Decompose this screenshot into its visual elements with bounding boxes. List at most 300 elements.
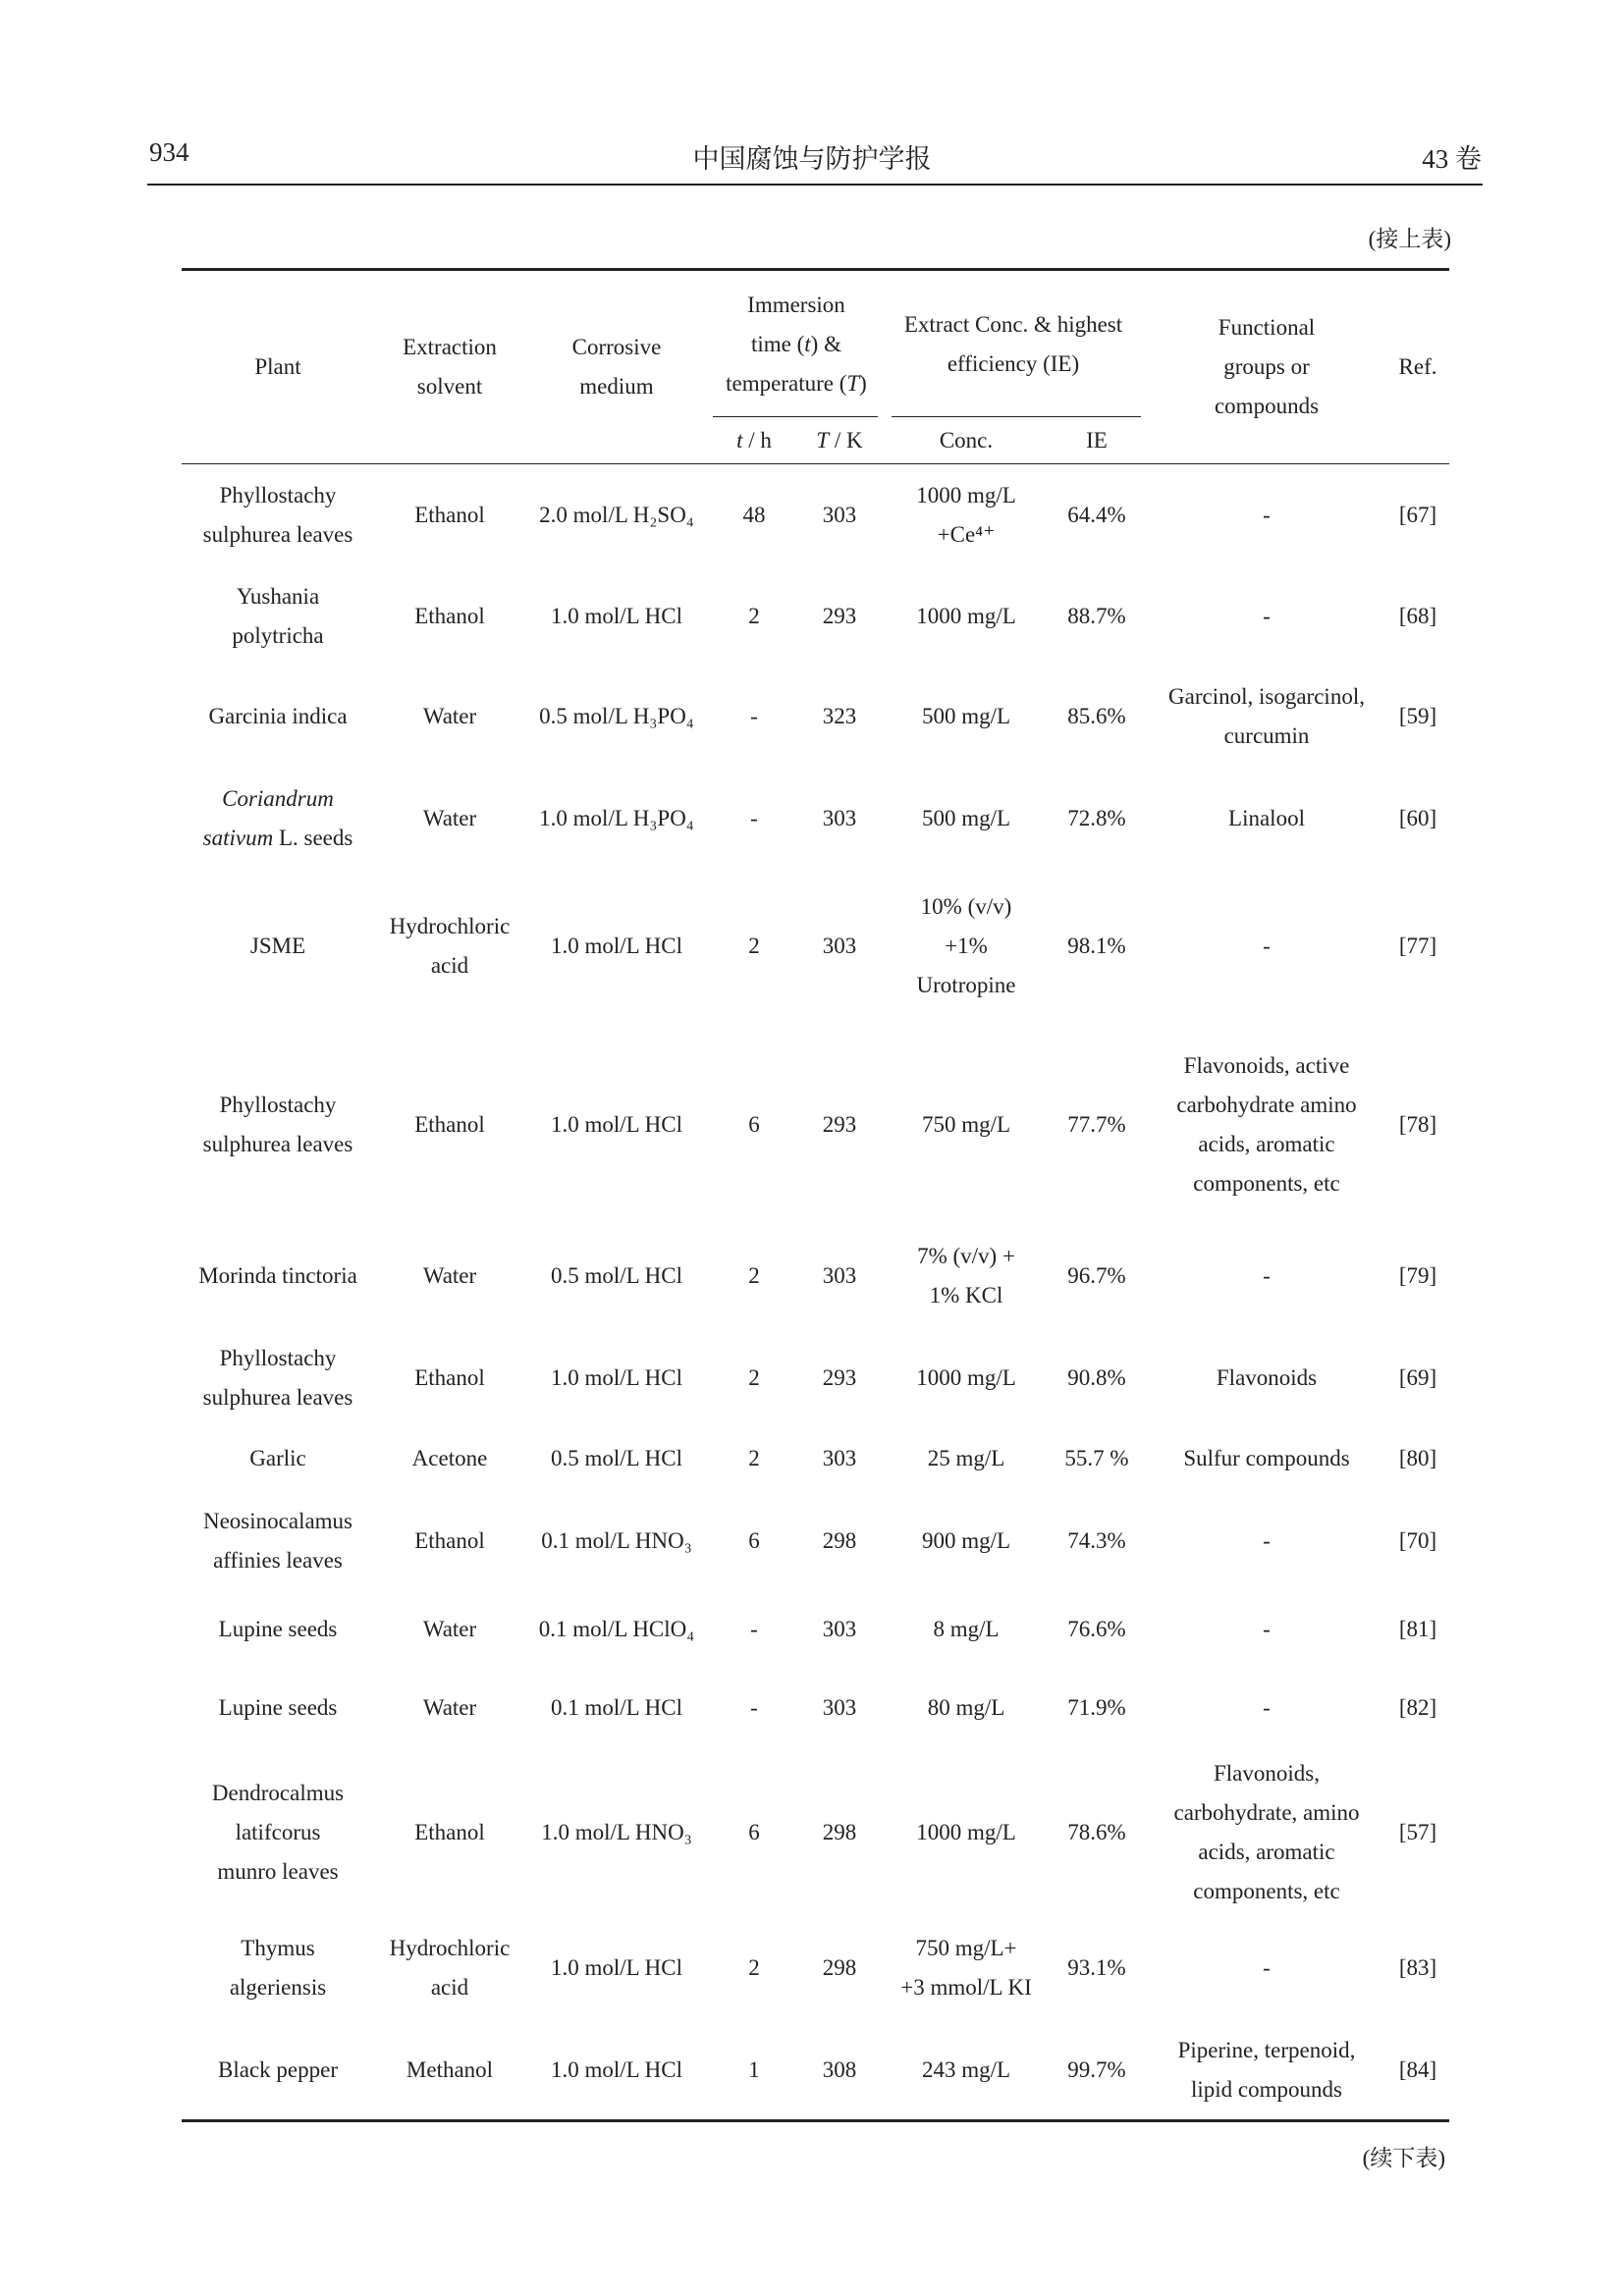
cell-line: sulphurea leaves xyxy=(202,1385,353,1410)
cell-line: 64.4% xyxy=(1067,503,1126,527)
cell-line: 77.7% xyxy=(1067,1112,1126,1137)
medium-cell xyxy=(541,1813,691,1852)
temperature-cell xyxy=(823,496,857,535)
cell-line: [57] xyxy=(1398,1820,1437,1844)
cell-line: 303 xyxy=(822,806,857,830)
temperature-cell xyxy=(823,1256,857,1296)
temperature-cell xyxy=(823,1359,857,1398)
cell-line: Urotropine xyxy=(916,973,1016,997)
solvent-cell xyxy=(412,1439,488,1478)
table-bottom-rule xyxy=(182,2119,1449,2122)
continued-next-note: (续下表) xyxy=(1362,2146,1445,2170)
cell-line: - xyxy=(1263,934,1271,958)
solvent-cell xyxy=(414,597,485,636)
cell-line: Phyllostachy xyxy=(219,1346,337,1370)
solvent-cell xyxy=(423,697,476,736)
header-extraction-solvent xyxy=(403,328,497,406)
plant-cell xyxy=(198,1256,357,1296)
medium-cell xyxy=(551,597,682,636)
cell-line: Garcinol, isogarcinol, xyxy=(1168,684,1365,709)
functional-groups-cell xyxy=(1263,927,1271,966)
plant-cell xyxy=(212,1774,344,1892)
cell-line: Yushania xyxy=(236,584,320,609)
time-cell xyxy=(748,1359,760,1398)
functional-groups-cell xyxy=(1263,496,1271,535)
cell-line: 76.6% xyxy=(1067,1617,1126,1641)
cell-line: acid xyxy=(430,953,469,978)
functional-groups-cell xyxy=(1263,1610,1271,1649)
extract-subrule xyxy=(892,416,1141,417)
cell-line: - xyxy=(750,704,758,728)
cell-line: 10% (v/v) xyxy=(920,894,1012,919)
medium-cell xyxy=(551,1256,682,1296)
cell-line: 323 xyxy=(822,704,857,728)
cell-line: Garlic xyxy=(249,1446,306,1470)
cell-line: 293 xyxy=(822,1365,857,1390)
plant-cell xyxy=(250,927,305,966)
cell-line: Neosinocalamus xyxy=(202,1509,353,1533)
cell-line: [77] xyxy=(1398,934,1437,958)
functional-groups-cell xyxy=(1178,2031,1356,2109)
functional-groups-cell xyxy=(1168,677,1365,756)
cell-line: 78.6% xyxy=(1067,1820,1126,1844)
conc-cell xyxy=(928,1439,1005,1478)
medium-cell xyxy=(551,1439,682,1478)
cell-line: Lupine seeds xyxy=(218,1617,338,1641)
cell-line: sulphurea leaves xyxy=(202,522,353,547)
ie-cell xyxy=(1067,1256,1125,1296)
cell-line: 1000 mg/L xyxy=(916,1820,1016,1844)
cell-line: Immersion xyxy=(747,293,845,317)
ie-cell xyxy=(1067,1813,1125,1852)
temperature-cell xyxy=(823,927,857,966)
cell-line: Ethanol xyxy=(414,1112,485,1137)
cell-line: 303 xyxy=(822,934,857,958)
cell-line: components, etc xyxy=(1193,1879,1340,1903)
functional-groups-cell xyxy=(1263,1522,1271,1561)
cell-line: 1.0 mol/L HCl xyxy=(551,1365,682,1390)
ie-cell xyxy=(1067,1359,1125,1398)
solvent-cell xyxy=(414,1359,485,1398)
medium-cell xyxy=(539,697,694,736)
plant-cell xyxy=(249,1439,305,1478)
conc-cell xyxy=(933,1610,999,1649)
time-cell xyxy=(750,1688,758,1728)
temperature-cell xyxy=(823,1105,857,1145)
cell-line: 98.1% xyxy=(1067,934,1126,958)
cell-line: Piperine, terpenoid, xyxy=(1177,2038,1356,2062)
functional-groups-cell xyxy=(1263,1256,1271,1296)
cell-line: acids, aromatic xyxy=(1198,1132,1335,1156)
time-cell xyxy=(748,1522,760,1561)
cell-line: [70] xyxy=(1398,1528,1437,1553)
cell-line: 2 xyxy=(748,934,760,958)
cell-line: T / K xyxy=(816,428,863,453)
conc-cell xyxy=(922,799,1010,838)
cell-line: +3 mmol/L KI xyxy=(900,1975,1032,2000)
cell-line: Phyllostachy xyxy=(219,1093,337,1117)
temperature-cell xyxy=(823,1439,857,1478)
temperature-cell xyxy=(823,1610,857,1649)
cell-line: - xyxy=(1263,1955,1271,1980)
functional-groups-cell xyxy=(1263,597,1271,636)
cell-line: Conc. xyxy=(939,428,994,453)
cell-line: 2 xyxy=(748,1446,760,1470)
cell-line: 750 mg/L+ xyxy=(915,1936,1017,1960)
header-ref xyxy=(1399,347,1437,387)
ref-cell xyxy=(1399,1105,1436,1145)
cell-line: Plant xyxy=(254,354,301,379)
cell-line: 0.1 mol/L HClO₄ xyxy=(538,1617,695,1641)
cell-line: 8 mg/L xyxy=(933,1617,1000,1641)
conc-cell xyxy=(922,697,1010,736)
temperature-cell xyxy=(823,597,857,636)
cell-line: Hydrochloric xyxy=(389,914,511,938)
cell-line: munro leaves xyxy=(217,1859,339,1884)
cell-line: carbohydrate, amino xyxy=(1173,1800,1360,1825)
cell-line: Lupine seeds xyxy=(218,1695,338,1720)
ie-cell xyxy=(1067,1105,1125,1145)
plant-cell xyxy=(203,1086,353,1164)
header-plant xyxy=(254,347,300,387)
ref-cell xyxy=(1399,1688,1436,1728)
cell-line: compounds xyxy=(1214,394,1320,418)
cell-line: Water xyxy=(422,806,477,830)
ref-cell xyxy=(1399,2051,1436,2090)
medium-cell xyxy=(551,1949,682,1988)
ref-cell xyxy=(1399,799,1436,838)
cell-line: Water xyxy=(422,1263,477,1288)
cell-line: sativum L. seeds xyxy=(202,826,353,850)
cell-line: 298 xyxy=(822,1528,857,1553)
cell-line: Flavonoids xyxy=(1216,1365,1318,1390)
solvent-cell xyxy=(390,1929,511,2007)
cell-line: medium xyxy=(579,374,654,399)
cell-line: affinies leaves xyxy=(213,1548,343,1573)
time-cell xyxy=(748,1439,760,1478)
conc-cell xyxy=(922,1105,1010,1145)
header-corrosive-medium xyxy=(572,328,662,406)
cell-line: 1 xyxy=(748,2057,760,2082)
cell-line: 93.1% xyxy=(1067,1955,1126,1980)
cell-line: Water xyxy=(422,1617,477,1641)
cell-line: 2 xyxy=(748,1365,760,1390)
solvent-cell xyxy=(423,1256,476,1296)
cell-line: 0.5 mol/L H₃PO₄ xyxy=(539,704,694,728)
plant-cell xyxy=(203,1339,353,1417)
cell-line: curcumin xyxy=(1223,723,1310,748)
conc-cell xyxy=(922,2051,1010,2090)
ie-cell xyxy=(1067,1610,1125,1649)
subheader-conc xyxy=(940,421,993,460)
cell-line: 72.8% xyxy=(1067,806,1126,830)
cell-line: 1000 mg/L xyxy=(916,604,1016,628)
cell-line: - xyxy=(1263,1263,1271,1288)
medium-cell xyxy=(551,1105,682,1145)
cell-line: 303 xyxy=(822,1446,857,1470)
cell-line: 1.0 mol/L HNO₃ xyxy=(541,1820,692,1844)
cell-line: Phyllostachy xyxy=(219,483,337,507)
plant-cell xyxy=(232,577,323,656)
plant-cell xyxy=(230,1929,326,2007)
ie-cell xyxy=(1067,1688,1125,1728)
cell-line: [83] xyxy=(1398,1955,1437,1980)
temperature-cell xyxy=(823,1813,857,1852)
cell-line: 85.6% xyxy=(1067,704,1126,728)
cell-line: 1.0 mol/L HCl xyxy=(551,2057,682,2082)
subheader-time xyxy=(736,421,772,460)
cell-line: 1.0 mol/L HCl xyxy=(551,604,682,628)
cell-line: 6 xyxy=(748,1820,760,1844)
temperature-cell xyxy=(823,2051,857,2090)
cell-line: - xyxy=(1263,503,1271,527)
cell-line: 500 mg/L xyxy=(921,806,1011,830)
functional-groups-cell xyxy=(1173,1754,1359,1911)
medium-cell xyxy=(539,799,694,838)
solvent-cell xyxy=(414,496,485,535)
cell-line: 1000 mg/L xyxy=(916,1365,1016,1390)
cell-line: [82] xyxy=(1398,1695,1437,1720)
cell-line: Coriandrum xyxy=(222,786,334,811)
medium-cell xyxy=(551,1688,682,1728)
plant-cell xyxy=(219,1688,338,1728)
cell-line: 1% KCl xyxy=(929,1283,1003,1308)
time-cell xyxy=(748,927,760,966)
cell-line: 293 xyxy=(822,604,857,628)
cell-line: 308 xyxy=(822,2057,857,2082)
cell-line: time (t) & xyxy=(750,332,841,356)
cell-line: 2.0 mol/L H₂SO₄ xyxy=(539,503,694,527)
temperature-cell xyxy=(823,799,857,838)
time-cell xyxy=(748,1256,760,1296)
time-cell xyxy=(750,1610,758,1649)
functional-groups-cell xyxy=(1263,1688,1271,1728)
solvent-cell xyxy=(406,2051,493,2090)
cell-line: Thymus xyxy=(241,1936,315,1960)
cell-line: Sulfur compounds xyxy=(1183,1446,1350,1470)
time-cell xyxy=(748,1949,760,1988)
cell-line: Water xyxy=(422,704,477,728)
cell-line: Acetone xyxy=(411,1446,488,1470)
header-functional-groups xyxy=(1215,308,1319,426)
temperature-cell xyxy=(823,1688,857,1728)
cell-line: groups or xyxy=(1223,354,1310,379)
table-top-rule xyxy=(182,268,1449,271)
solvent-cell xyxy=(423,799,476,838)
cell-line: 298 xyxy=(822,1955,857,1980)
cell-line: [81] xyxy=(1398,1617,1437,1641)
ie-cell xyxy=(1067,496,1125,535)
cell-line: Ethanol xyxy=(414,503,485,527)
cell-line: Extraction xyxy=(403,335,497,359)
cell-line: Black pepper xyxy=(218,2057,338,2082)
plant-cell xyxy=(218,2051,338,2090)
cell-line: 293 xyxy=(822,1112,857,1137)
cell-line: [79] xyxy=(1398,1263,1437,1288)
table-header-rule xyxy=(182,463,1449,464)
time-cell xyxy=(748,2051,760,2090)
cell-line: 55.7 % xyxy=(1064,1446,1129,1470)
temperature-cell xyxy=(823,697,857,736)
cell-line: solvent xyxy=(416,374,483,399)
solvent-cell xyxy=(390,907,511,986)
ref-cell xyxy=(1399,927,1436,966)
medium-cell xyxy=(551,1359,682,1398)
temperature-cell xyxy=(823,1522,857,1561)
ref-cell xyxy=(1399,597,1436,636)
conc-cell xyxy=(928,1688,1005,1728)
functional-groups-cell xyxy=(1176,1046,1356,1203)
time-cell xyxy=(748,597,760,636)
journal-title: 中国腐蚀与防护学报 xyxy=(692,144,932,174)
cell-line: latifcorus xyxy=(235,1820,321,1844)
cell-line: 96.7% xyxy=(1067,1263,1126,1288)
temperature-cell xyxy=(823,1949,857,1988)
cell-line: Ethanol xyxy=(414,1528,485,1553)
medium-cell xyxy=(539,496,694,535)
cell-line: 1.0 mol/L H₃PO₄ xyxy=(539,806,694,830)
conc-cell xyxy=(922,1522,1010,1561)
cell-line: 900 mg/L xyxy=(921,1528,1011,1553)
cell-line: [84] xyxy=(1398,2057,1437,2082)
cell-line: [59] xyxy=(1398,704,1437,728)
conc-cell xyxy=(900,1929,1032,2007)
functional-groups-cell xyxy=(1263,1949,1271,1988)
cell-line: 0.5 mol/L HCl xyxy=(551,1446,682,1470)
ie-cell xyxy=(1067,927,1125,966)
cell-line: 303 xyxy=(822,1695,857,1720)
cell-line: [78] xyxy=(1398,1112,1437,1137)
cell-line: algeriensis xyxy=(229,1975,327,2000)
cell-line: 243 mg/L xyxy=(921,2057,1011,2082)
solvent-cell xyxy=(414,1813,485,1852)
ref-cell xyxy=(1399,1359,1436,1398)
cell-line: Hydrochloric xyxy=(389,1936,511,1960)
conc-cell xyxy=(916,1359,1016,1398)
cell-line: - xyxy=(750,806,758,830)
cell-line: 0.1 mol/L HCl xyxy=(551,1695,682,1720)
time-cell xyxy=(743,496,766,535)
cell-line: Garcinia indica xyxy=(208,704,348,728)
solvent-cell xyxy=(423,1610,476,1649)
cell-line: 88.7% xyxy=(1067,604,1126,628)
functional-groups-cell xyxy=(1183,1439,1349,1478)
cell-line: 25 mg/L xyxy=(927,1446,1005,1470)
cell-line: 0.5 mol/L HCl xyxy=(551,1263,682,1288)
ref-cell xyxy=(1399,1610,1436,1649)
cell-line: 750 mg/L xyxy=(921,1112,1011,1137)
cell-line: IE xyxy=(1086,428,1108,453)
cell-line: Water xyxy=(422,1695,477,1720)
cell-line: 48 xyxy=(742,503,766,527)
functional-groups-cell xyxy=(1217,1359,1317,1398)
cell-line: 2 xyxy=(748,1955,760,1980)
header-immersion xyxy=(726,286,867,403)
immersion-subrule xyxy=(713,416,878,417)
cell-line: - xyxy=(1263,604,1271,628)
cell-line: 80 mg/L xyxy=(927,1695,1005,1720)
cell-line: - xyxy=(1263,1617,1271,1641)
cell-line: 99.7% xyxy=(1067,2057,1126,2082)
ref-cell xyxy=(1399,496,1436,535)
cell-line: Ref. xyxy=(1398,354,1437,379)
subheader-temperature xyxy=(816,421,862,460)
header-rule xyxy=(147,184,1483,186)
time-cell xyxy=(748,1105,760,1145)
plant-cell xyxy=(203,779,353,858)
cell-line: 74.3% xyxy=(1067,1528,1126,1553)
cell-line: t / h xyxy=(736,428,772,453)
cell-line: 1000 mg/L xyxy=(916,483,1016,507)
ref-cell xyxy=(1399,697,1436,736)
cell-line: Flavonoids, xyxy=(1214,1761,1320,1786)
ie-cell xyxy=(1067,1949,1125,1988)
cell-line: Corrosive xyxy=(571,335,662,359)
ie-cell xyxy=(1067,799,1125,838)
ref-cell xyxy=(1399,1813,1436,1852)
cell-line: Ethanol xyxy=(414,1820,485,1844)
cell-line: Morinda tinctoria xyxy=(198,1263,357,1288)
cell-line: 0.1 mol/L HNO₃ xyxy=(541,1528,692,1553)
medium-cell xyxy=(551,927,682,966)
plant-cell xyxy=(208,697,347,736)
cell-line: JSME xyxy=(249,934,306,958)
cell-line: 2 xyxy=(748,604,760,628)
cell-line: [68] xyxy=(1398,604,1437,628)
cell-line: 303 xyxy=(822,1263,857,1288)
plant-cell xyxy=(219,1610,338,1649)
cell-line: 298 xyxy=(822,1820,857,1844)
ref-cell xyxy=(1399,1522,1436,1561)
functional-groups-cell xyxy=(1228,799,1305,838)
cell-line: temperature (T) xyxy=(726,371,867,396)
cell-line: [80] xyxy=(1398,1446,1437,1470)
ie-cell xyxy=(1067,2051,1125,2090)
medium-cell xyxy=(541,1522,691,1561)
cell-line: carbohydrate amino xyxy=(1176,1093,1357,1117)
cell-line: Ethanol xyxy=(414,1365,485,1390)
cell-line: +Ce⁴⁺ xyxy=(937,522,996,547)
cell-line: efficiency (IE) xyxy=(947,351,1080,376)
cell-line: lipid compounds xyxy=(1191,2077,1342,2102)
cell-line: 500 mg/L xyxy=(921,704,1011,728)
cell-line: - xyxy=(750,1617,758,1641)
cell-line: 303 xyxy=(822,1617,857,1641)
time-cell xyxy=(748,1813,760,1852)
ie-cell xyxy=(1067,597,1125,636)
page-number: 934 xyxy=(149,137,189,167)
cell-line: sulphurea leaves xyxy=(202,1132,353,1156)
cell-line: 1.0 mol/L HCl xyxy=(551,1112,682,1137)
time-cell xyxy=(750,799,758,838)
cell-line: Methanol xyxy=(406,2057,494,2082)
ref-cell xyxy=(1399,1949,1436,1988)
cell-line: Dendrocalmus xyxy=(211,1781,345,1805)
ie-cell xyxy=(1064,1439,1128,1478)
conc-cell xyxy=(917,1237,1015,1315)
cell-line: Linalool xyxy=(1228,806,1305,830)
plant-cell xyxy=(203,1502,352,1580)
cell-line: 90.8% xyxy=(1067,1365,1126,1390)
solvent-cell xyxy=(414,1522,485,1561)
cell-line: - xyxy=(1263,1528,1271,1553)
cell-line: +1% xyxy=(945,934,988,958)
ref-cell xyxy=(1399,1439,1436,1478)
cell-line: acids, aromatic xyxy=(1198,1840,1335,1864)
ie-cell xyxy=(1067,1522,1125,1561)
cell-line: 1.0 mol/L HCl xyxy=(551,1955,682,1980)
cell-line: acid xyxy=(430,1975,469,2000)
